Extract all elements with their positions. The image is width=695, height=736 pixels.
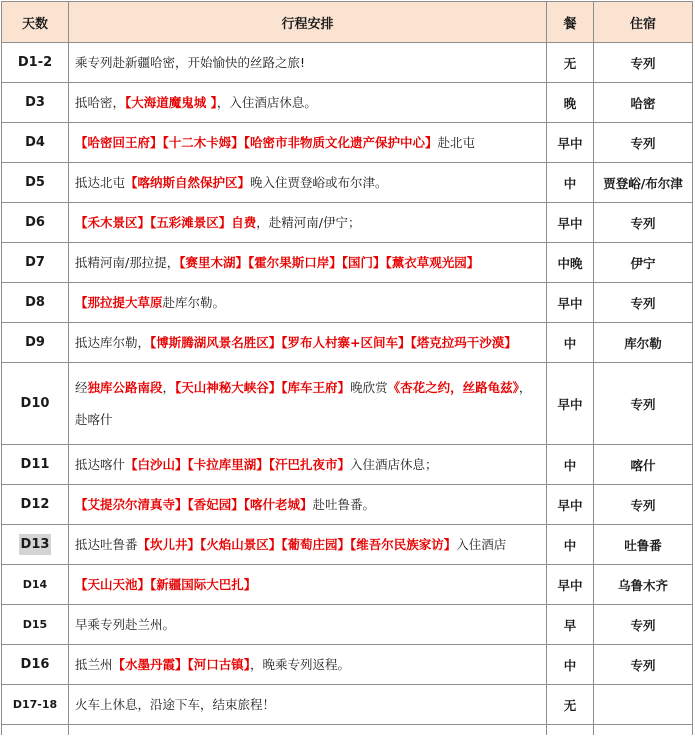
table-row xyxy=(2,163,693,203)
attraction-highlight: 《杏花之约，丝路龟兹》 xyxy=(387,379,519,395)
itinerary-text: 入住酒店休息； xyxy=(350,456,438,472)
day-cell: D6 xyxy=(2,203,69,243)
meal-cell: 中 xyxy=(547,163,594,203)
table-row xyxy=(2,565,693,605)
stay-cell: 喀什 xyxy=(594,445,693,485)
itinerary-cell xyxy=(69,525,547,565)
meal-cell: 中 xyxy=(547,323,594,363)
attraction-highlight: 【哈密回王府】【十二木卡姆】【哈密市非物质文化遗产保护中心】 xyxy=(75,134,438,150)
itinerary-text: 乘专列赴新疆哈密，开始愉快的丝路之旅! xyxy=(75,54,306,70)
stay-cell: 伊宁 xyxy=(594,243,693,283)
day-cell: D7 xyxy=(2,243,69,283)
table-row xyxy=(2,605,693,645)
itinerary-text: 抵哈密， xyxy=(75,94,126,110)
itinerary-cell xyxy=(69,283,547,323)
header-itinerary: 行程安排 xyxy=(69,2,547,43)
itinerary-cell xyxy=(69,363,547,445)
itinerary-cell xyxy=(69,445,547,485)
table-row xyxy=(2,323,693,363)
day-cell: D12 xyxy=(2,485,69,525)
day-cell: D10 xyxy=(2,363,69,445)
header-row xyxy=(2,2,693,43)
day-cell: D1-2 xyxy=(2,43,69,83)
itinerary-text: 抵兰州 xyxy=(75,656,113,672)
stay-cell: 专列 xyxy=(594,485,693,525)
day-cell: D15 xyxy=(2,605,69,645)
attraction-highlight: 【水墨丹霞】【河口古镇】 xyxy=(112,656,251,672)
meal-cell: 早中 xyxy=(547,565,594,605)
table-row xyxy=(2,243,693,283)
itinerary-text: 晚欣赏 xyxy=(350,379,388,395)
itinerary-cell xyxy=(69,123,547,163)
table-row xyxy=(2,283,693,323)
stay-cell: 专列 xyxy=(594,283,693,323)
attraction-highlight: 【那拉提大草原 xyxy=(75,294,163,310)
cutoff-cell xyxy=(594,725,693,736)
day-cell: D8 xyxy=(2,283,69,323)
table-row-cutoff xyxy=(2,725,693,736)
attraction-highlight: 【白沙山】【卡拉库里湖】【汗巴扎夜市】 xyxy=(125,456,351,472)
table-row xyxy=(2,645,693,685)
itinerary-cell xyxy=(69,565,547,605)
itinerary-cell xyxy=(69,605,547,645)
header-day: 天数 xyxy=(2,2,69,43)
attraction-highlight: 【坎儿井】【火焰山景区】【葡萄庄园】【维吾尔民族家访】 xyxy=(137,536,457,552)
attraction-highlight: 【艾提尕尔清真寺】【香妃园】【喀什老城】 xyxy=(75,496,313,512)
attraction-highlight: 【天山神秘大峡谷】【库车王府】 xyxy=(175,379,351,395)
meal-cell: 早中 xyxy=(547,485,594,525)
header-meal: 餐 xyxy=(547,2,594,43)
itinerary-text: 抵达库尔勒， xyxy=(75,334,151,350)
meal-cell: 早 xyxy=(547,605,594,645)
itinerary-cell xyxy=(69,485,547,525)
itinerary-cell xyxy=(69,645,547,685)
itinerary-cell xyxy=(69,243,547,283)
meal-cell: 早中 xyxy=(547,123,594,163)
header-stay: 住宿 xyxy=(594,2,693,43)
table-row xyxy=(2,525,693,565)
itinerary-text: 赴北屯 xyxy=(437,134,476,150)
stay-cell: 贾登峪/布尔津 xyxy=(594,163,693,203)
itinerary-text: ，赴喀什 xyxy=(75,379,532,427)
meal-cell: 早中 xyxy=(547,203,594,243)
table-row xyxy=(2,685,693,725)
meal-cell: 无 xyxy=(547,685,594,725)
itinerary-cell xyxy=(69,83,547,123)
table-row xyxy=(2,363,693,445)
meal-cell: 中 xyxy=(547,645,594,685)
meal-cell: 晚 xyxy=(547,83,594,123)
itinerary-body xyxy=(2,43,693,736)
itinerary-cell xyxy=(69,685,547,725)
stay-cell: 专列 xyxy=(594,605,693,645)
day-cell: D9 xyxy=(2,323,69,363)
stay-cell: 乌鲁木齐 xyxy=(594,565,693,605)
day-cell: D5 xyxy=(2,163,69,203)
itinerary-cell xyxy=(69,203,547,243)
cutoff-cell xyxy=(547,725,594,736)
attraction-highlight: 【喀纳斯自然保护区】 xyxy=(125,174,251,190)
itinerary-text: 入住酒店 xyxy=(456,536,507,552)
itinerary-text: ，赴精河南/伊宁； xyxy=(256,214,361,230)
stay-cell: 吐鲁番 xyxy=(594,525,693,565)
itinerary-text: ， xyxy=(162,379,176,395)
itinerary-cell xyxy=(69,163,547,203)
stay-cell: 专列 xyxy=(594,43,693,83)
cutoff-cell xyxy=(69,725,547,736)
table-row xyxy=(2,43,693,83)
attraction-highlight: 独库公路南段 xyxy=(87,379,163,395)
meal-cell: 无 xyxy=(547,43,594,83)
table-row xyxy=(2,123,693,163)
stay-cell: 专列 xyxy=(594,645,693,685)
day-cell: D11 xyxy=(2,445,69,485)
itinerary-text: ，入住酒店休息。 xyxy=(216,94,317,110)
day-cell xyxy=(2,525,69,565)
itinerary-table xyxy=(1,1,693,735)
stay-cell xyxy=(594,685,693,725)
itinerary-text: 赴吐鲁番。 xyxy=(312,496,376,512)
itinerary-cell xyxy=(69,43,547,83)
stay-cell: 专列 xyxy=(594,363,693,445)
meal-cell: 早中 xyxy=(547,283,594,323)
day-cell: D4 xyxy=(2,123,69,163)
itinerary-text: 早乘专列赴兰州。 xyxy=(75,616,176,632)
table-row xyxy=(2,83,693,123)
itinerary-text: 抵达吐鲁番 xyxy=(75,536,138,552)
itinerary-text: 火车上休息，沿途下车，结束旅程！ xyxy=(75,696,276,712)
day-cell: D16 xyxy=(2,645,69,685)
itinerary-text: 抵精河南/那拉提， xyxy=(75,254,180,270)
itinerary-text: 抵达喀什 xyxy=(75,456,126,472)
table-row xyxy=(2,485,693,525)
stay-cell: 专列 xyxy=(594,123,693,163)
day-cell: D14 xyxy=(2,565,69,605)
cutoff-cell xyxy=(2,725,69,736)
itinerary-text: 赴库尔勒。 xyxy=(162,294,226,310)
attraction-highlight: 【博斯腾湖风景名胜区】【罗布人村寨+区间车】【塔克拉玛干沙漠】 xyxy=(150,334,517,350)
meal-cell: 中晚 xyxy=(547,243,594,283)
itinerary-text: 抵达北屯 xyxy=(75,174,126,190)
day-cell: D3 xyxy=(2,83,69,123)
table-row xyxy=(2,445,693,485)
day-cell: D17-18 xyxy=(2,685,69,725)
attraction-highlight: 【赛里木湖】【霍尔果斯口岸】【国门】【薰衣草观光园】 xyxy=(179,254,480,270)
itinerary-text: 经 xyxy=(75,379,88,395)
attraction-highlight: 【天山天池】【新疆国际大巴扎】 xyxy=(75,576,257,592)
meal-cell: 中 xyxy=(547,445,594,485)
stay-cell: 库尔勒 xyxy=(594,323,693,363)
attraction-highlight: 【大海道魔鬼城 】 xyxy=(125,94,217,110)
itinerary-text: 晚入住贾登峪或布尔津。 xyxy=(250,174,388,190)
meal-cell: 早中 xyxy=(547,363,594,445)
meal-cell: 中 xyxy=(547,525,594,565)
stay-cell: 专列 xyxy=(594,203,693,243)
itinerary-text: ，晚乘专列返程。 xyxy=(250,656,351,672)
stay-cell: 哈密 xyxy=(594,83,693,123)
itinerary-cell xyxy=(69,323,547,363)
attraction-highlight: 【禾木景区】【五彩滩景区】自费 xyxy=(75,214,257,230)
selected-day-label: D13 xyxy=(19,534,52,555)
table-row xyxy=(2,203,693,243)
